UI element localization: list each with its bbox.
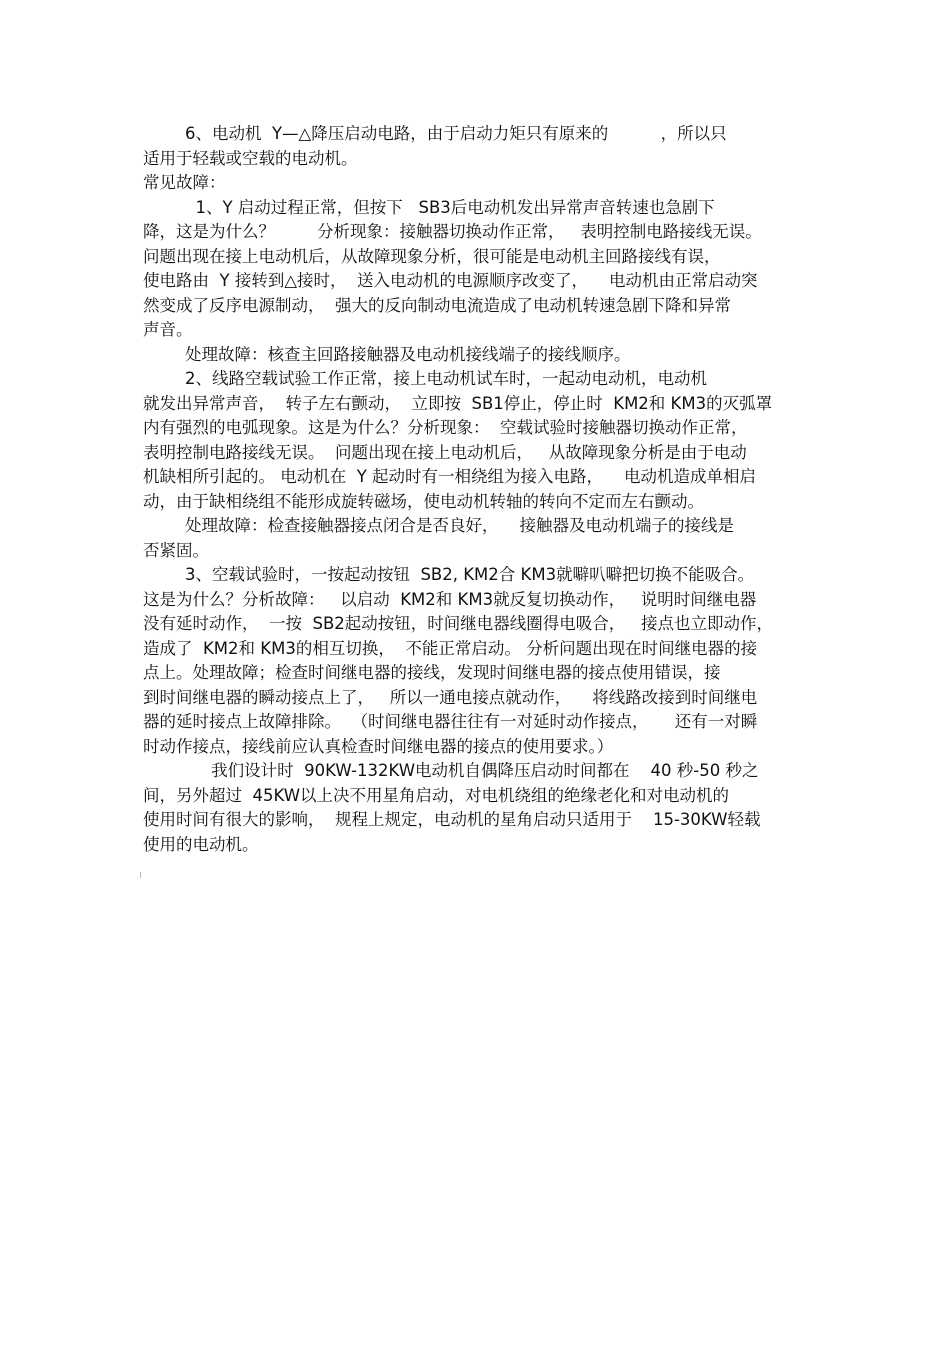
text-line: 处理故障：检查接触器接点闭合是否良好， 接触器及电动机端子的接线是 bbox=[143, 516, 734, 535]
text-line: 否紧固。 bbox=[143, 540, 209, 560]
text-line: 使电路由 Y 接转到△接时， 送入电动机的电源顺序改变了， 电动机由正常启动突 bbox=[143, 271, 758, 290]
text-line: 3、空载试验时，一按起动按钮 SB2, KM2合 KM3就噼叭噼把切换不能吸合。 bbox=[143, 565, 755, 584]
text-line: 造成了 KM2和 KM3的相互切换， 不能正常启动。 分析问题出现在时间继电器的接 bbox=[143, 638, 758, 658]
text-line: 使用的电动机。 bbox=[143, 834, 259, 854]
text-line: 就发出异常声音， 转子左右颤动， 立即按 SB1停止，停止时 KM2和 KM3的灭弧罩 bbox=[143, 393, 773, 413]
text-line: 6、电动机 Y—△降压启动电路，由于启动力矩只有原来的 ，所以只 bbox=[143, 124, 727, 143]
text-line: 使用时间有很大的影响， 规程上规定，电动机的星角启动只适用于 15-30KW轻载 bbox=[143, 810, 761, 829]
text-line: 2、线路空载试验工作正常，接上电动机试车时，一起动电动机，电动机 bbox=[143, 369, 707, 388]
text-line: 常见故障： bbox=[143, 173, 226, 192]
text-line: 处理故障：核查主回路接触器及电动机接线端子的接线顺序。 bbox=[143, 344, 631, 364]
text-line: 我们设计时 90KW-132KW电动机自偶降压启动时间都在 40 秒-50 秒之 bbox=[143, 761, 759, 780]
text-line: 动，由于缺相绕组不能形成旋转磁场，使电动机转轴的转向不定而左右颤动。 bbox=[143, 491, 704, 511]
text-line: 这是为什么？分析故障： 以启动 KM2和 KM3就反复切换动作， 说明时间继电器 bbox=[143, 589, 757, 609]
text-line: 时动作接点，接线前应认真检查时间继电器的接点的使用要求。） bbox=[143, 736, 614, 756]
text-line: 间，另外超过 45KW以上决不用星角启动，对电机绕组的绝缘老化和对电动机的 bbox=[143, 785, 730, 805]
text-line: 到时间继电器的瞬动接点上了， 所以一通电接点就动作， 将线路改接到时间继电 bbox=[143, 687, 758, 707]
text-line: 问题出现在接上电动机后，从故障现象分析，很可能是电动机主回路接线有误， bbox=[143, 246, 721, 266]
text-line: 机缺相所引起的。 电动机在 Y 起动时有一相绕组为接入电路， 电动机造成单相启 bbox=[143, 467, 757, 486]
text-line: 没有延时动作， 一按 SB2起动按钮，时间继电器线圈得电吸合， 接点也立即动作， bbox=[143, 614, 774, 633]
text-line: 1、Y 启动过程正常，但按下 SB3后电动机发出异常声音转速也急剧下 bbox=[143, 197, 715, 217]
text-line: 点上。处理故障；检查时间继电器的接线，发现时间继电器的接点使用错误，接 bbox=[143, 663, 721, 682]
text-line: 内有强烈的电弧现象。这是为什么？分析现象： 空载试验时接触器切换动作正常， bbox=[143, 418, 748, 437]
margin-mark bbox=[140, 872, 141, 878]
text-line: 器的延时接点上故障排除。 （时间继电器往往有一对延时动作接点， 还有一对瞬 bbox=[143, 712, 758, 731]
text-line: 声音。 bbox=[143, 320, 193, 339]
text-line: 表明控制电路接线无误。 问题出现在接上电动机后， 从故障现象分析是由于电动 bbox=[143, 442, 747, 462]
text-line: 然变成了反序电源制动， 强大的反向制动电流造成了电动机转速急剧下降和异常 bbox=[143, 295, 731, 315]
text-line: 适用于轻载或空载的电动机。 bbox=[143, 148, 358, 168]
text-line: 降，这是为什么？ 分析现象：接触器切换动作正常， 表明控制电路接线无误。 bbox=[143, 222, 762, 241]
